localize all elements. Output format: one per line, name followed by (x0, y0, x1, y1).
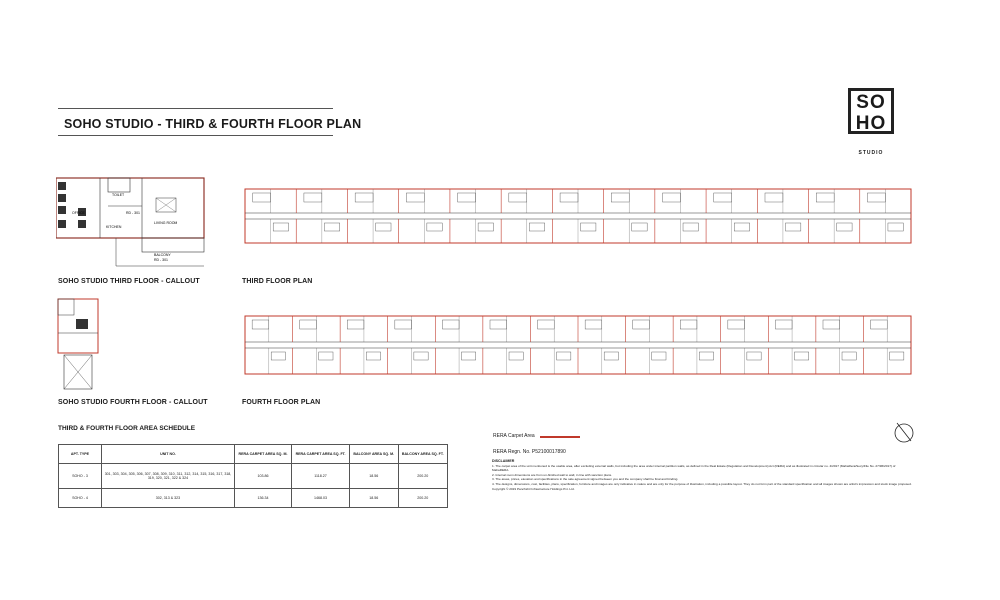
disclaimer-line: 3. The areas, prices, elevation and specifications in the sale agreement signed between you and the company shall be final and binding. (492, 477, 679, 482)
plan-linework (252, 320, 269, 329)
plan-linework (319, 352, 333, 360)
plan-linework (785, 223, 800, 231)
cell-unit-no: 302, 313 & 323 (102, 489, 235, 508)
plan-linework (604, 352, 618, 360)
callout-office-label: OFFICE (72, 211, 85, 215)
callout-living-room-label: LIVING ROOM (154, 221, 178, 225)
cell-carpet-sqft: 1468.03 (292, 489, 350, 508)
callout-toilet-label: TOILET (112, 193, 125, 197)
title-rule-top (58, 108, 333, 109)
disclaimer-line: 1. The carpet area of the unit mentioned is the usable area, after excluding external walls, but including the area under internal partition walls, as defined in the Real Estate (Regulation and Development) Act (RERA) and as illustrated in circular no. 4/2017 (MahaRera/Secy/File No. 27/96/2017) of MahaRERA. (492, 463, 896, 473)
page-title: SOHO STUDIO - THIRD & FOURTH FLOOR PLAN (64, 117, 362, 131)
plan-linework (680, 320, 697, 329)
cell-apt-type: SOHO - 4 (59, 489, 102, 508)
callout-unit-code: RD - 301 (126, 211, 141, 215)
plan-linework (300, 320, 317, 329)
plan-linework (538, 320, 555, 329)
plan-linework (611, 193, 629, 202)
plan-linework (304, 193, 322, 202)
plan-linework (714, 193, 732, 202)
disclaimer-line: 4. The designs, dimensions, cost, facilities, plans, specification, furniture and images are only indicative in nature and are only for the purpose of illustration, including a possible layout. They do not form part of the standard specification and all images shown are artist's impression and stock image proposed. Copyright © 2019 Panchshil Infrastructure Holdings Pvt. Ltd. (492, 481, 912, 491)
plan-linework (890, 352, 904, 360)
plan-linework (842, 352, 856, 360)
schedule-title: THIRD & FOURTH FLOOR AREA SCHEDULE (58, 425, 196, 432)
col-carpet-sqft: RERA CARPET AREA SQ. FT. (292, 445, 350, 464)
rera-registration: RERA Regn. No. P52100017890 (493, 449, 566, 455)
cell-balcony-sqft: 200.20 (398, 489, 448, 508)
plan-linework (816, 193, 834, 202)
plan-linework (775, 320, 792, 329)
plan-linework (683, 223, 698, 231)
plan-linework (585, 320, 602, 329)
table-row (59, 464, 448, 489)
plan-linework (427, 223, 442, 231)
disclaimer-block (492, 459, 912, 491)
area-schedule-table (58, 444, 448, 508)
soho-logo (848, 88, 894, 134)
col-apt-type: APT. TYPE (59, 445, 102, 464)
third-floor-plan (243, 183, 913, 249)
cell-unit-no: 301, 303, 304, 305, 306, 307, 308, 309, 310, 311, 312, 314, 315, 316, 317, 318, 319, 320, 321, 322 & 324 (102, 464, 235, 489)
col-balcony-sqm: BALCONY AREA SQ. M. (350, 445, 398, 464)
plan-linework (747, 352, 761, 360)
callout-kitchen-label: KITCHEN (106, 225, 122, 229)
plan-linework (273, 223, 288, 231)
logo-top-text: SO (856, 92, 886, 113)
plan-linework (324, 223, 339, 231)
disclaimer-line: 2. Internal room dimensions are from un-finished wall to wall, in line with sanction plans. (492, 472, 613, 477)
col-balcony-sqft: BALCONY AREA SQ. FT. (398, 445, 448, 464)
col-carpet-sqm: RERA CARPET AREA SQ. M. (235, 445, 292, 464)
cell-carpet-sqm: 103.86 (235, 464, 292, 489)
table-row (59, 489, 448, 508)
plan-linework (271, 352, 285, 360)
plan-linework (888, 223, 903, 231)
fourth-floor-plan (243, 312, 913, 378)
plan-linework (699, 352, 713, 360)
plan-linework (509, 352, 523, 360)
callout-balcony-label: BALCONY (154, 253, 171, 257)
plan-linework (728, 320, 745, 329)
plan-linework (478, 223, 493, 231)
callout-balcony-code: RD - 301 (154, 258, 169, 262)
title-rule-bottom (58, 135, 333, 136)
fourth-floor-callout-plan (56, 297, 100, 393)
third-floor-callout-plan (56, 176, 206, 268)
logo-bottom-text: HO (855, 113, 887, 134)
plan-linework (347, 320, 364, 329)
col-unit-no: UNIT NO. (102, 445, 235, 464)
third-callout-label: SOHO STUDIO THIRD FLOOR - CALLOUT (58, 278, 200, 285)
plan-linework (765, 193, 783, 202)
plan-linework (529, 223, 544, 231)
plan-linework (414, 352, 428, 360)
plan-linework (581, 223, 596, 231)
carpet-area-legend-label: RERA Carpet Area (493, 433, 535, 439)
plan-linework (557, 352, 571, 360)
plan-linework (253, 193, 271, 202)
disclaimer-heading: DISCLAIMER (492, 459, 515, 463)
table-header-row (59, 445, 448, 464)
plan-linework (871, 320, 888, 329)
third-floor-label: THIRD FLOOR PLAN (242, 278, 313, 285)
plan-linework (366, 352, 380, 360)
cell-balcony-sqm: 18.56 (350, 489, 398, 508)
plan-linework (509, 193, 527, 202)
cell-carpet-sqft: 1118.27 (292, 464, 350, 489)
carpet-area-legend-line (540, 436, 580, 438)
plan-linework (652, 352, 666, 360)
plan-linework (734, 223, 749, 231)
cell-balcony-sqft: 200.20 (398, 464, 448, 489)
cell-apt-type: SOHO - 3 (59, 464, 102, 489)
plan-linework (837, 223, 852, 231)
plan-linework (406, 193, 424, 202)
logo-subtitle: STUDIO (858, 150, 884, 156)
cell-balcony-sqm: 18.56 (350, 464, 398, 489)
plan-linework (461, 352, 475, 360)
plan-linework (355, 193, 373, 202)
cell-carpet-sqm: 136.34 (235, 489, 292, 508)
plan-linework (633, 320, 650, 329)
plan-linework (490, 320, 507, 329)
plan-linework (376, 223, 391, 231)
plan-linework (794, 352, 808, 360)
plan-linework (458, 193, 476, 202)
fourth-floor-label: FOURTH FLOOR PLAN (242, 399, 321, 406)
plan-linework (823, 320, 840, 329)
plan-linework (632, 223, 647, 231)
plan-linework (395, 320, 412, 329)
plan-linework (663, 193, 681, 202)
plan-linework (867, 193, 885, 202)
plan-linework (560, 193, 578, 202)
north-arrow-icon (893, 420, 917, 444)
fourth-callout-label: SOHO STUDIO FOURTH FLOOR - CALLOUT (58, 399, 208, 406)
plan-linework (442, 320, 459, 329)
